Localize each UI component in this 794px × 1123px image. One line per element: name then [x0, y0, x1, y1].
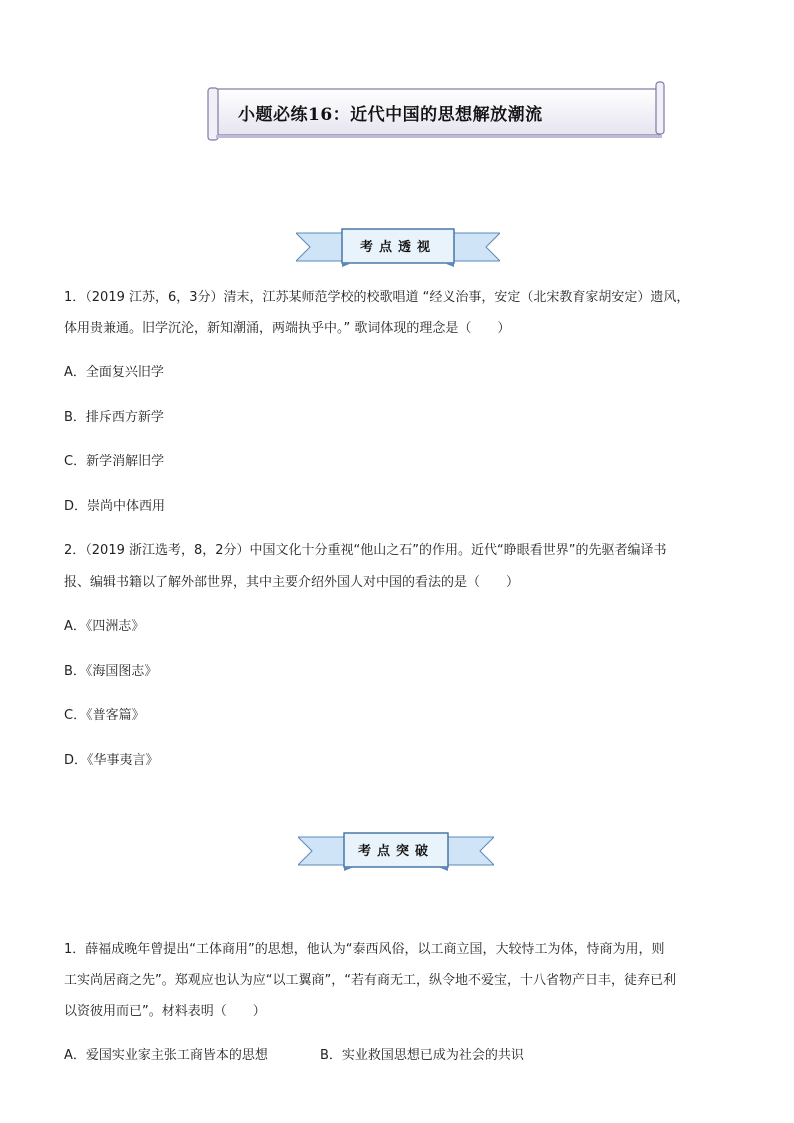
- page-title: 小题必练16：近代中国的思想解放潮流: [238, 105, 543, 125]
- q3-option-b: B．实业救国思想已成为社会的共识: [320, 1048, 524, 1063]
- section-label-1: 考点透视: [359, 240, 436, 255]
- q1-option-b: B．排斥西方新学: [64, 410, 164, 425]
- q2-option-b: B．《海国图志》: [64, 664, 158, 679]
- q3-stem-line3: 以资彼用而已”。材料表明（ ）: [64, 1004, 266, 1019]
- q3-stem-line2: 工实尚居商之先”。郑观应也认为应“以工翼商”，“若有商无工，纵令地不爱宝，十八省物产日丰，徒弃已利: [64, 973, 676, 988]
- q1-option-d: D．崇尚中体西用: [64, 499, 166, 514]
- section-label-2: 考点突破: [357, 844, 434, 859]
- q1-option-a: A．全面复兴旧学: [64, 365, 164, 380]
- q2-option-a: A．《四洲志》: [64, 619, 145, 634]
- q2-option-d: D．《华事夷言》: [64, 753, 159, 768]
- q2-stem-line2: 报、编辑书籍以了解外部世界，其中主要介绍外国人对中国的看法的是（ ）: [64, 575, 520, 590]
- q3-stem-line1: 1．薛福成晚年曾提出“工体商用”的思想，他认为“泰西风俗，以工商立国，大较恃工为体，恃商为用，则: [64, 942, 665, 957]
- q2-stem-line1: 2．（2019 浙江选考，8，2分）中国文化十分重视“他山之石”的作用。近代“睁眼看世界”的先驱者编译书: [64, 543, 667, 558]
- q1-stem-line2: 体用贵兼通。旧学沉沦，新知潮涌，两端执乎中。” 歌词体现的理念是（ ）: [64, 321, 511, 336]
- q1-option-c: C．新学消解旧学: [64, 454, 165, 469]
- q3-option-a: A．爱国实业家主张工商皆本的思想: [64, 1048, 268, 1063]
- q2-option-c: C．《普客篇》: [64, 708, 145, 723]
- q1-stem-line1: 1．（2019 江苏，6，3分）清末，江苏某师范学校的校歌唱道 “经义治事，安定（北宋教育家胡安定）遗风，: [64, 290, 690, 305]
